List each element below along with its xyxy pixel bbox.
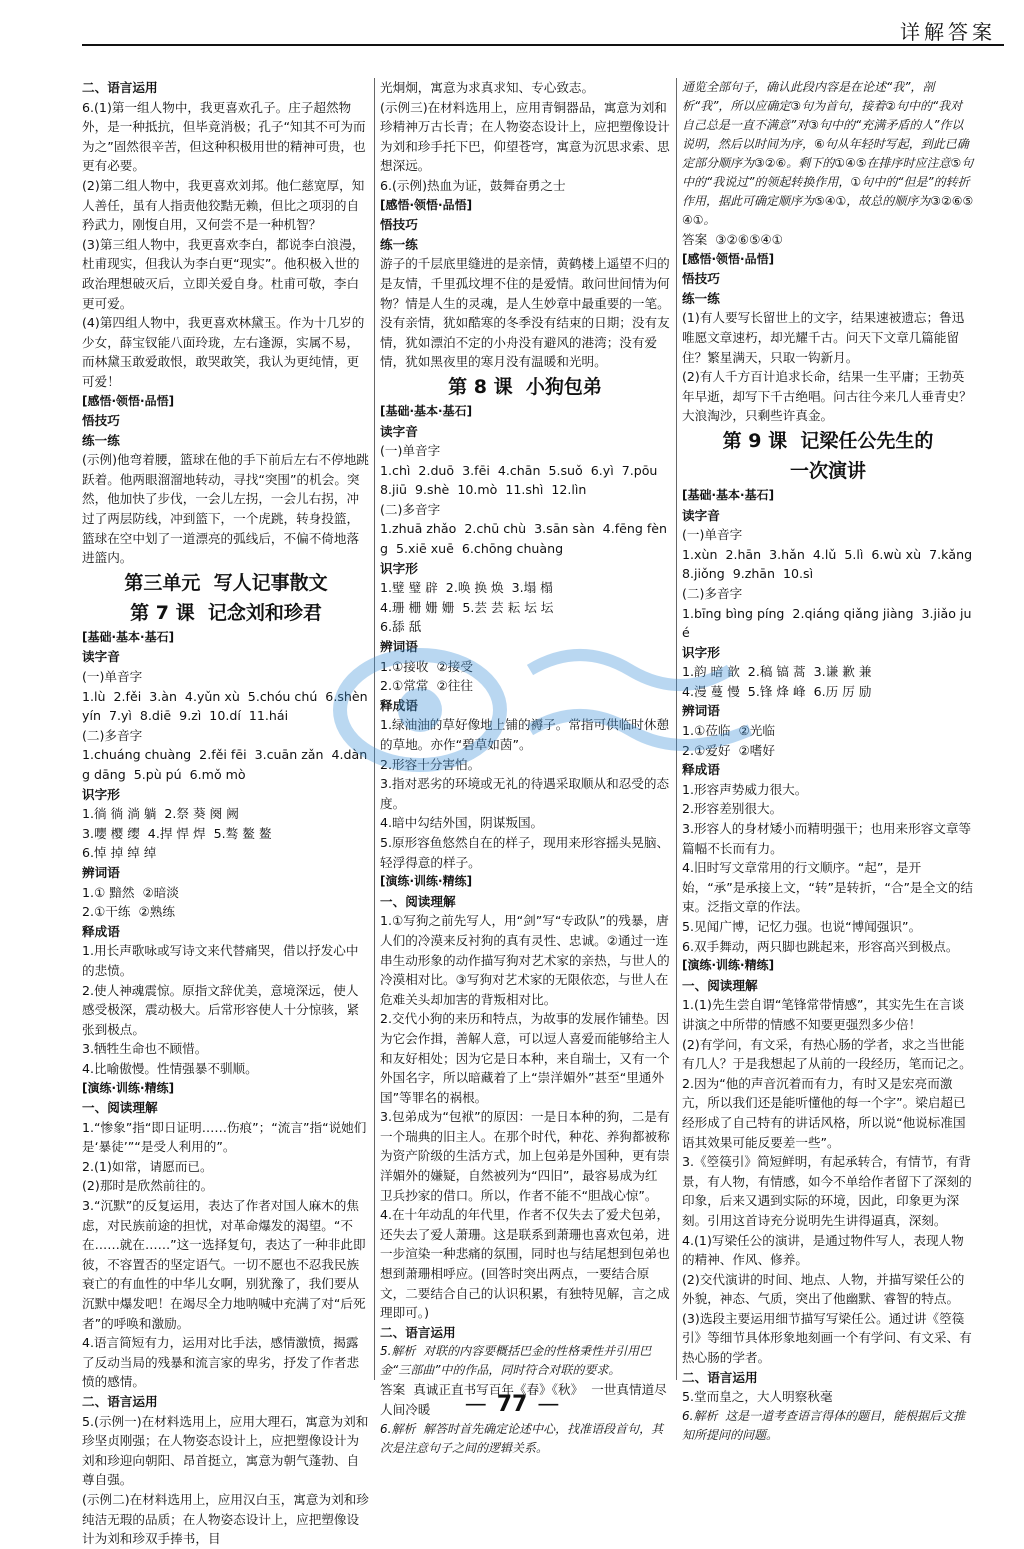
column-divider — [374, 78, 375, 1380]
text-line: 6.悼 掉 绰 绰 — [82, 845, 157, 861]
subheading: 读字音 — [682, 507, 720, 523]
section-tag: [感悟·领悟·品悟] — [380, 197, 473, 212]
subheading: 二、语言运用 — [682, 1369, 758, 1385]
text-line: 4.漫 蔓 慢 5.锋 烽 峰 6.历 厉 励 — [682, 683, 872, 699]
text-line: 光炯炯，寓意为求真求知、专心致志。 — [380, 80, 595, 95]
text-line: (2)有学问，有文采，有热心肠的学者，求之当世能有几人？于是我想起了从前的一段经历，笔而记之。 — [682, 1036, 972, 1072]
text-line: 1.①莅临 ②光临 — [682, 723, 775, 739]
text-line: 2.因为“他的声音沉着而有力，有时又是宏亮而激亢，所以我们还是能听懂他的每一个字”。梁启超已经形成了自己特有的讲话风格，所以说“他说标准国语其效果可能反要差一些”。 — [682, 1075, 966, 1150]
text-line: 3.形容人的身材矮小而精明强干；也用来形容文章等篇幅不长而有力。 — [682, 821, 972, 856]
subheading: 一、阅读理解 — [380, 893, 456, 909]
section-tag: [基础·基本·基石] — [380, 403, 473, 418]
subheading: 读字音 — [380, 423, 418, 439]
text-line: 2.交代小狗的来历和特点，为故事的发展作铺垫。因为它会作揖，善解人意，可以逗人喜爱而能够给主人和友好相处；因为它是日本种，来自瑞士，又有一个外国名字，所以暗藏着了上“崇洋媚外”甚至“里通外国”等罪名的祸根。 — [380, 1011, 670, 1105]
text-line: 2.①干练 ②熟练 — [82, 904, 175, 920]
text-line: 6.(示例)热血为证，鼓舞奋勇之士 — [380, 177, 566, 193]
text-line: (二)多音字 — [682, 585, 743, 601]
header-rule — [82, 44, 1004, 46]
page-number-value: 77 — [496, 1392, 528, 1417]
section-title: 一次演讲 — [789, 459, 866, 482]
text-line: 1.绿油油的草好像地上铺的褥子。常指可供临时休憩的草地。亦作“碧草如茵”。 — [380, 717, 670, 752]
subheading: 二、语言运用 — [82, 80, 158, 95]
text-line: 6.解析 这是一道考查语言得体的题目，能根据后文推知所提问的问题。 — [682, 1408, 966, 1442]
text-line: 4.(1)写梁任公的演讲，是通过物件写人，表现人物的精神、作风、修养。 — [682, 1232, 964, 1268]
text-line: 4.在十年动乱的年代里，作者不仅失去了爱犬包弟，还失去了爱人萧珊。这是联系到萧珊也喜欢包弟，进一步渲染一种悲痛的氛围，同时也与结尾想到包弟也想到萧珊相呼应。(回答时突出两点，一要结合原文，二要结合自己的认识积累，有独特见解，言之成理即可。) — [380, 1207, 670, 1321]
text-line: (一)单音字 — [380, 443, 441, 459]
text-line: 2.①常常 ②往往 — [380, 678, 473, 694]
text-line: 1.(1)先生尝自谓“笔锋常带情感”，其实先生在言谈讲演之中所带的情感不知要更强烈多少倍！ — [682, 997, 965, 1032]
subheading: 二、语言运用 — [82, 1394, 158, 1409]
text-line: 1.徜 徜 淌 躺 2.祭 葵 阕 阙 — [82, 806, 239, 822]
section-title: 第 7 课 记念刘和珍君 — [130, 601, 322, 624]
text-line: 1.形容声势威力很大。 — [682, 781, 808, 797]
text-line: 6.(1)第一组人物中，我更喜欢孔子。庄子超然物外，是一种抵抗，但毕竟消极；孔子“知其不可为而为之”固然很辛苦，但这种积极用世的精神可贵，也更有必要。 — [82, 99, 366, 174]
subheading: 一、阅读理解 — [82, 1100, 158, 1116]
text-line: 答案 真诚正直书写百年《春》《秋》 一世真情道尽人间冷暖 — [380, 1382, 667, 1417]
text-line: 2.①爱好 ②嗜好 — [682, 742, 775, 758]
text-line: 5.堂而皇之，大人明察秋毫 — [682, 1389, 833, 1405]
column-3 — [682, 78, 981, 1442]
subheading: 释成语 — [380, 697, 418, 713]
subheading: 一、阅读理解 — [682, 977, 758, 993]
text-line: 1.bīng bìng píng 2.qiáng qiǎng jiàng 3.jiǎo jué — [682, 605, 972, 641]
subheading: 悟技巧 — [82, 413, 120, 429]
text-line: 3.牺牲生命也不顾惜。 — [82, 1041, 208, 1057]
text-line: 1.lù 2.fěi 3.àn 4.yǔn xù 5.chóu chú 6.shèn yín 7.yì 8.diē 9.zì 10.dí 11.hái — [82, 688, 372, 724]
text-line: (3)第三组人物中，我更喜欢李白，都说李白浪漫，杜甫现实，但我认为李白更“现实”。他积极入世的政治理想破灭后，立即关爱自身。杜甫可敬，李白更可爱。 — [82, 236, 365, 311]
text-line: 1.璧 璧 辟 2.唤 换 焕 3.塌 榻 — [380, 580, 553, 596]
text-line: 3.“沉默”的反复运用，表达了作者对国人麻木的焦虑，对民族前途的担忧，对革命爆发的渴望。“不在……就在……”这一选择复句，表达了一种非此即彼，不容置否的坚定语气。一切不愿也不忍我民族衰亡的有血性的中华儿女啊，别犹豫了，我们要从沉默中爆发吧！在竭尽全力地呐喊中充满了对“后死者”的呼唤和激励。 — [82, 1198, 366, 1331]
section-tag: [基础·基本·基石] — [682, 487, 775, 502]
text-line: 1.chuáng chuàng 2.fěi fēi 3.cuān zǎn 4.dàng dāng 5.pù pú 6.mǒ mò — [82, 747, 368, 782]
text-line: 游子的千层底里缝进的是亲情，黄鹤楼上遥望不归的是友情，千里孤坟埋不住的是爱情。敢问世间情为何物？情是人生的灵魂，是人生妙章中最重要的一笔。没有亲情，犹如酷寒的冬季没有结束的日期；没有友情，犹如漂泊不定的小舟没有避风的港湾；没有爱情，犹如黑夜里的寒月没有温暖和光明。 — [380, 256, 670, 370]
text-line: 1.①接收 ②接受 — [380, 658, 473, 674]
text-line: 1.用长声歌咏或写诗文来代替痛哭，借以抒发心中的悲愤。 — [82, 943, 359, 978]
subheading: 练一练 — [82, 432, 120, 448]
text-line: 4.旧时写文章常用的行文顺序。“起”，是开始，“承”是承接上文，“转”是转折，“合”是全文的结束。泛指文章的作法。 — [682, 860, 974, 915]
column-1 — [82, 78, 372, 1547]
text-line: 2.使人神魂震惊。原指文辞优美，意境深远，使人感受极深，震动极大。后常形容使人十分惊骇，紧张到极点。 — [82, 982, 360, 1037]
text-line: (一)单音字 — [82, 669, 143, 685]
subheading: 识字形 — [682, 644, 720, 660]
subheading: 识字形 — [380, 560, 418, 576]
text-line: 1.chì 2.duō 3.fēi 4.chān 5.suǒ 6.yì 7.pōu 8.jiū 9.shè 10.mò 11.shì 12.lìn — [380, 462, 666, 498]
text-line: 3.嚶 樱 缨 4.捍 悍 焊 5.骜 鳌 鳌 — [82, 825, 272, 841]
text-line: 1.韵 暗 歆 2.稿 镐 蒿 3.谦 歉 兼 — [682, 664, 872, 680]
column-divider — [676, 78, 677, 1380]
text-line: (二)多音字 — [82, 727, 143, 743]
text-line: 3.指对恶劣的环境或无礼的待遇采取顺从和忍受的态度。 — [380, 776, 670, 811]
subheading: 读字音 — [82, 649, 120, 665]
text-line: (示例三)在材料选用上，应用青铜器品，寓意为刘和珍精神万古长青；在人物姿态设计上，应把塑像设计为刘和珍手托下巴，仰望苍穹，寓意为沉思求索、思想深远。 — [380, 99, 670, 174]
text-line: 1.zhuā zhǎo 2.chū chù 3.sān sàn 4.fēng fèng 5.xiē xuē 6.chōng chuàng — [380, 521, 668, 557]
text-line: (2)有人千方百计追求长命，结果一生平庸；王勃英年早逝，却写下千古绝唱。问古往今来几人垂青史？大浪淘沙，只剩些许真金。 — [682, 369, 972, 424]
text-line: (二)多音字 — [380, 501, 441, 517]
text-line: 3.《箜篌引》简短鲜明，有起承转合，有情节，有背景，有人物，有情感，如今不单给作者留下了深刻的印象，后来又遇到实际的环境，因此，印象更为深刻。引用这首诗充分说明先生讲得逼真，深刻。 — [682, 1154, 972, 1228]
text-line: 5.解析 对联的内容要概括巴金的性格秉性并引用巴金“三部曲”中的作品，同时符合对联的要求。 — [380, 1344, 652, 1378]
text-line: 1.“惨象”指“即日证明……伤痕”；“流言”指“说她们是‘暴徒’”“是受人利用的”。 — [82, 1119, 367, 1155]
section-title: 第 8 课 小狗包弟 — [448, 375, 602, 398]
text-line: 1.①写狗之前先写人，用“剑”写“专政队”的残暴，唐人们的冷漠来反衬狗的真有灵性、忠诚。②通过一连串生动形象的动作描写狗对艺术家的亲热，与世人的冷漠相对比。③写狗对艺术家的无限依恋，与世人在危难关头却加害的背叛相对比。 — [380, 913, 670, 1007]
text-line: 5.见闻广博，记忆力强。也说“博闻强识”。 — [682, 919, 922, 934]
text-line: 1.xùn 2.hān 3.hǎn 4.lǔ 5.lì 6.wù xù 7.kǎng 8.jiǒng 9.zhān 10.sì — [682, 546, 981, 582]
text-line: 6.舔 舐 — [380, 619, 422, 635]
section-tag: [演练·训练·精练] — [380, 874, 473, 889]
section-tag: [演练·训练·精练] — [82, 1080, 175, 1095]
section-title: 第 9 课 记梁任公先生的 — [722, 429, 934, 452]
page-number: — 77 — — [464, 1392, 560, 1417]
page-header — [0, 0, 1024, 48]
subheading: 悟技巧 — [682, 271, 720, 287]
text-line: 6.解析 解答时首先确定论述中心，找准语段首句，其次是注意句子之间的逻辑关系。 — [380, 1421, 664, 1455]
text-line: 通览全部句子，确认此段内容是在论述“我”，剖析“我”，所以应确定③句为首句，接着②句中的“我对自己总是一直不满意”对③句中的“充满矛盾的人”作以说明，然后以时间为序，⑥句从年轻时写起，到此已确定部分顺序为③②⑥。剩下的①④⑤在排序时应注意⑤句中的“我说过”的领起转换作用，①句中的“但是”的转折作用，据此可确定顺序为⑤④①，故总的顺序为③②⑥⑤④①。 — [682, 80, 974, 227]
text-line: (2)第二组人物中，我更喜欢刘邦。他仁慈宽厚，知人善任，虽有人指责他狡黠无赖，但比之项羽的自矜武力，刚愎自用，又何尝不是一种机智？ — [82, 177, 365, 233]
section-tag: [感悟·领悟·品悟] — [82, 393, 175, 408]
text-line: (1)有人要写长留世上的文字，结果速被遗忘；鲁迅唯愿文章速朽，却光耀千古。问天下文章几篇能留住？繁星满天，只取一钩新月。 — [682, 310, 965, 365]
subheading: 练一练 — [380, 236, 418, 252]
text-line: (2)交代演讲的时间、地点、人物，并描写梁任公的外貌，神态、气质，突出了他幽默、睿智的特点。 — [682, 1271, 965, 1307]
header-title: 详解答案 — [900, 20, 996, 44]
text-line: (4)第四组人物中，我更喜欢林黛玉。作为十几岁的少女，薛宝钗能八面玲珑，左右逢源，实属不易，而林黛玉敢爱敢恨，敢哭敢笑，我认为更纯情，更可爱！ — [82, 315, 365, 389]
text-line: (2)那时是欣然前往的。 — [82, 1178, 214, 1194]
text-line: 2.形容差别很大。 — [682, 801, 783, 817]
text-line: 2.形容十分害怕。 — [380, 756, 481, 772]
subheading: 辨词语 — [82, 864, 120, 880]
text-line: 5.原形容鱼悠然自在的样子，现用来形容摇头晃脑、轻浮得意的样子。 — [380, 834, 670, 870]
text-line: 4.语言简短有力，运用对比手法，感情激愤，揭露了反动当局的残暴和流言家的卑劣，抒发了作者悲愤的感情。 — [82, 1335, 360, 1390]
subheading: 释成语 — [682, 762, 720, 778]
text-line: (3)选段主要运用细节描写写梁任公。通过讲《箜篌引》等细节具体形象地刻画一个有学问、有文采、有热心肠的学者。 — [682, 1310, 972, 1366]
section-tag: [基础·基本·基石] — [82, 629, 175, 644]
text-line: (示例)他弯着腰，篮球在他的手下前后左右不停地跳跃着。他两眼溜溜地转动，寻找“突围”的机会。突然，他加快了步伐，一会儿左拐，一会儿右拐，冲过了两层防线，冲到篮下，一个虎跳，转身投篮，篮球在空中划了一道漂亮的弧线后，不偏不倚地落进篮内。 — [82, 452, 369, 566]
text-line: 5.(示例一)在材料选用上，应用大理石，寓意为刘和珍坚贞刚强；在人物姿态设计上，应把塑像设计为刘和珍迎向朝阳、昂首挺立，寓意为朝气蓬勃、自尊自强。 — [82, 1413, 369, 1488]
text-line: 1.① 黯然 ②暗淡 — [82, 884, 179, 900]
text-line: 4.暗中勾结外国，阴谋叛国。 — [380, 815, 544, 831]
section-title: 第三单元 写人记事散文 — [124, 571, 328, 594]
text-line: 2.(1)如常，请愿而已。 — [82, 1158, 213, 1174]
subheading: 辨词语 — [380, 639, 418, 655]
text-line: 答案 ③②⑥⑤④① — [682, 232, 783, 247]
subheading: 辨词语 — [682, 703, 720, 719]
subheading: 二、语言运用 — [380, 1324, 456, 1340]
section-tag: [演练·训练·精练] — [682, 958, 775, 973]
text-line: 4.比喻傲慢。性情强暴不驯顺。 — [82, 1060, 258, 1076]
text-line: (示例二)在材料选用上，应用汉白玉，寓意为刘和珍纯洁无瑕的品质；在人物姿态设计上，应把塑像设计为刘和珍双手捧书，目 — [82, 1491, 369, 1547]
text-line: (一)单音字 — [682, 527, 743, 543]
text-line: 6.双手舞动，两只脚也跳起来，形容高兴到极点。 — [682, 938, 959, 954]
subheading: 识字形 — [82, 786, 120, 802]
subheading: 悟技巧 — [380, 217, 418, 233]
subheading: 释成语 — [82, 923, 120, 939]
section-tag: [感悟·领悟·品悟] — [682, 251, 775, 266]
text-line: 3.包弟成为“包袱”的原因：一是日本种的狗，二是有一个瑞典的旧主人。在那个时代，种花、养狗都被称为资产阶级的生活方式，加上包弟是外国种，更有崇洋媚外的嫌疑，自然被列为“四旧”，最容易成为红卫兵抄家的借口。所以，作者不能不“胆战心惊”。 — [380, 1109, 670, 1203]
subheading: 练一练 — [682, 290, 720, 306]
text-line: 4.珊 栅 姗 姗 5.芸 芸 耘 坛 坛 — [380, 599, 554, 615]
